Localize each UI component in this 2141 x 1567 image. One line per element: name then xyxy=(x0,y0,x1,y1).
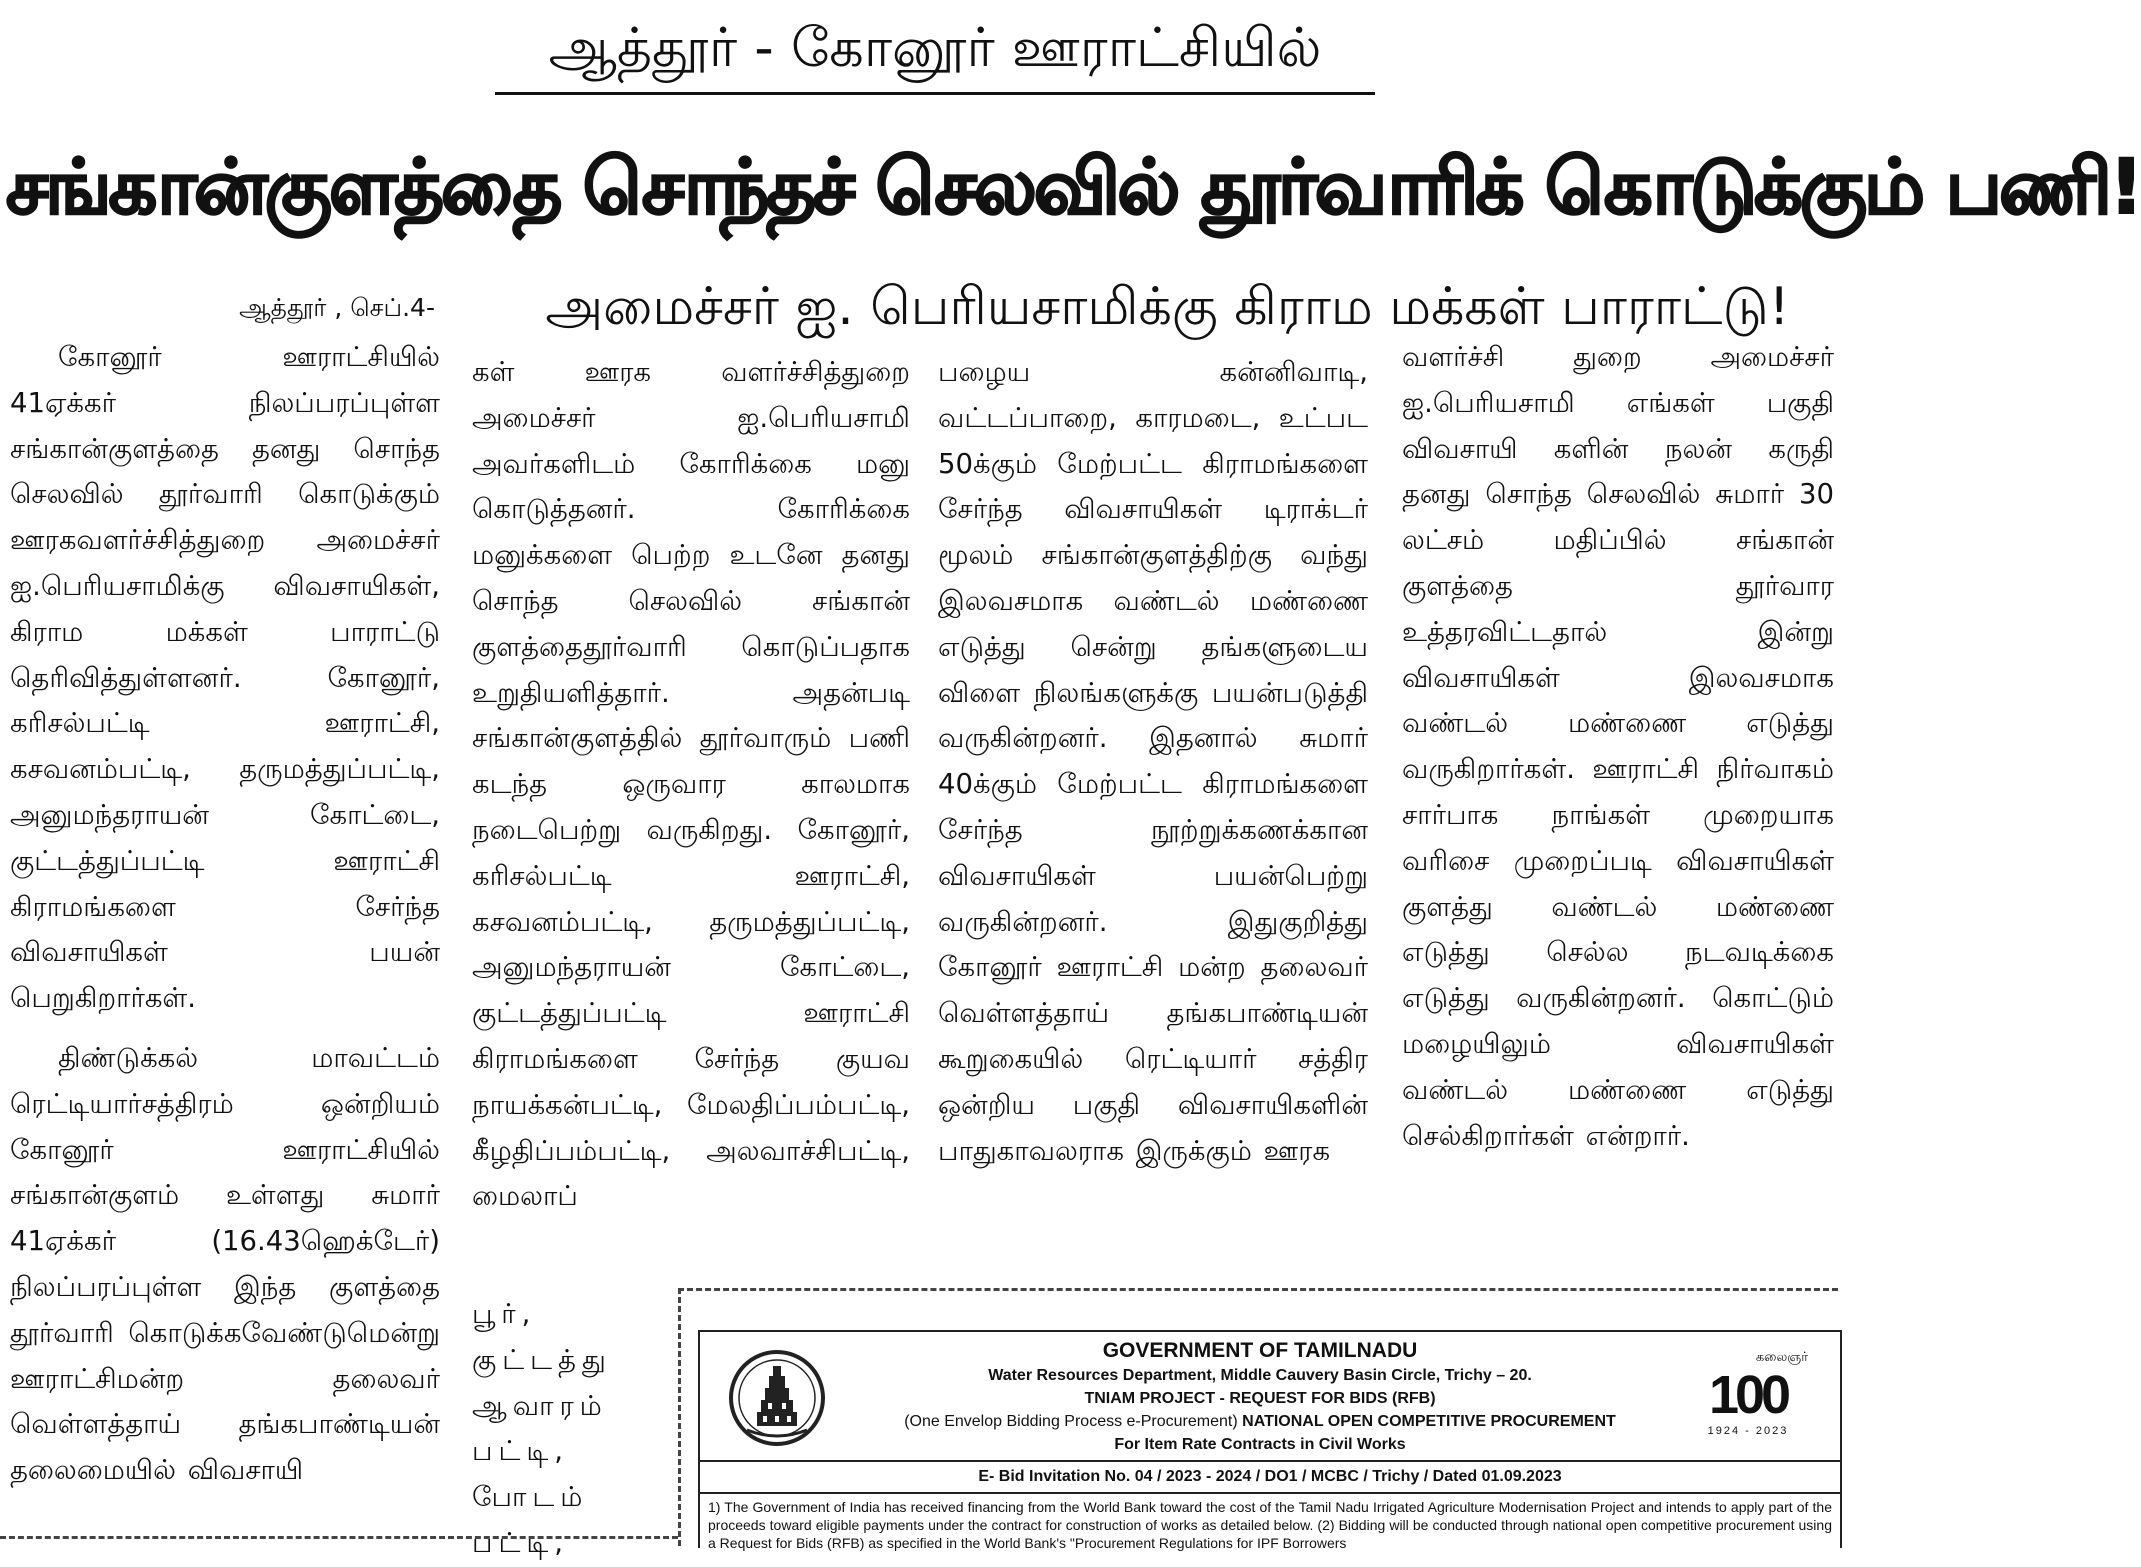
tender-process-line xyxy=(840,1410,1680,1433)
tender-body-text: 1) The Government of India has received financing from the World Bank toward the cost of the Tamil Nadu Irrigated Agriculture Modernisation Project and intends to apply part of the proceeds toward eligible payments under the contract for construction of works as detailed below. (2) Bidding will be conducted through national open competitive procurement using a Request for Bids (RFB) as specified in the World Bank's "Procurement Regulations for IPF Borrowers xyxy=(708,1499,1832,1551)
ad-dashed-border-left xyxy=(678,1288,681,1546)
tender-department: Water Resources Department, Middle Cauvery Basin Circle, Trichy – 20. xyxy=(988,1367,1532,1384)
column-2-tail-paragraph: பூர், குட்டத்து ஆவாரம் பட்டி, போடம் பட்டி, xyxy=(472,1298,612,1559)
tamilnadu-emblem-icon xyxy=(726,1342,828,1458)
tender-title: GOVERNMENT OF TAMILNADU xyxy=(1102,1339,1418,1362)
page-dashed-border-bottom xyxy=(0,1536,678,1539)
article-column-4 xyxy=(1402,335,1834,1300)
article-headline: சங்கான்குளத்தை சொந்தச் செலவில் தூர்வாரிக் கொடுக்கும் பணி! xyxy=(6,142,2141,231)
column-2-paragraph: கள் ஊரக வளர்ச்சித்துறை அமைச்சர் ஐ.பெரியசாமி அவர்களிடம் கோரிக்கை மனு கொடுத்தனர். கோரிக்கை மனுக்களை பெற்ற உடனே தனது சொந்த செலவில் சங்கான் குளத்தைதூர்வாரி கொடுப்பதாக உறுதியளித்தார். அதன்படி சங்கான்குளத்தில் தூர்வாரும் பணி கடந்த ஒருவார காலமாக நடைபெற்று வருகிறது. கோனூர், கரிசல்பட்டி ஊராட்சி, கசவனம்பட்டி, தருமத்துப்பட்டி, அனுமந்தராயன் கோட்டை, குட்டத்துப்பட்டி ஊராட்சி கிராமங்களை சேர்ந்த குயவ நாயக்கன்பட்டி, மேலதிப்பம்பட்டி, கீழதிப்பம்பட்டி, அலவாச்சிபட்டி, மைலாப் xyxy=(472,356,910,1213)
article-kicker: ஆத்தூர் - கோனூர் ஊராட்சியில் xyxy=(548,16,1322,79)
kicker-underline xyxy=(495,92,1375,95)
article-column-2 xyxy=(472,350,910,1290)
tender-heading xyxy=(840,1338,1680,1456)
article-dateline: ஆத்தூர் , செப்.4- xyxy=(239,293,435,322)
kalaignar-100-logo xyxy=(1688,1350,1808,1444)
tender-process: (One Envelop Bidding Process e-Procurement) xyxy=(904,1413,1238,1430)
ad-dashed-border-top xyxy=(678,1288,1838,1291)
article-column-2-tail xyxy=(472,1292,670,1559)
tender-contracts: For Item Rate Contracts in Civil Works xyxy=(1114,1436,1406,1453)
logo-caption: கலைஞர் xyxy=(1755,1350,1808,1365)
article-column-1 xyxy=(10,335,440,1515)
column-1-paragraph-2: திண்டுக்கல் மாவட்டம் ரெட்டியார்சத்திரம் ஒன்றியம் கோனூர் ஊராட்சியில் சங்கான்குளம் உள்ளது சுமார் 41ஏக்கர் (16.43ஹெக்டேர்) நிலப்பரப்புள்ள இந்த குளத்தை தூர்வாரி கொடுக்கவேண்டுமென்று ஊராட்சிமன்ற தலைவர் வெள்ளத்தாய் தங்கபாண்டியன் தலைமையில் விவசாயி xyxy=(10,1041,440,1487)
bid-invitation-number: E- Bid Invitation No. 04 / 2023 - 2024 / DO1 / MCBC / Trichy / Dated 01.09.2023 xyxy=(700,1460,1840,1494)
column-1-paragraph-1: கோனூர் ஊராட்சியில் 41ஏக்கர் நிலப்பரப்புள்ள சங்கான்குளத்தை தனது சொந்த செலவில் தூர்வாரி கொடுக்கும் ஊரகவளர்ச்சித்துறை அமைச்சர் ஐ.பெரியசாமிக்கு விவசாயிகள், கிராம மக்கள் பாராட்டு தெரிவித்துள்ளனர். கோனூர், கரிசல்பட்டி ஊராட்சி, கசவனம்பட்டி, தருமத்துப்பட்டி, அனுமந்தராயன் கோட்டை, குட்டத்துப்பட்டி ஊராட்சி கிராமங்களை சேர்ந்த விவசாயிகள் பயன் பெறுகிறார்கள். xyxy=(10,341,440,1015)
column-4-paragraph: வளர்ச்சி துறை அமைச்சர் ஐ.பெரியசாமி எங்கள் பகுதி விவசாயி களின் நலன் கருதி தனது சொந்த செலவில் சுமார் 30 லட்சம் மதிப்பில் சங்கான் குளத்தை தூர்வார உத்தரவிட்டதால் இன்று விவசாயிகள் இலவசமாக வண்டல் மண்ணை எடுத்து வருகிறார்கள். ஊராட்சி நிர்வாகம் சார்பாக நாங்கள் முறையாக வரிசை முறைப்படி விவசாயிகள் குளத்து வண்டல் மண்ணை எடுத்து செல்ல நடவடிக்கை எடுத்து வருகின்றனர். கொட்டும் மழையிலும் விவசாயிகள் வண்டல் மண்ணை எடுத்து செல்கிறார்கள் என்றார். xyxy=(1402,341,1834,1152)
tender-advertisement xyxy=(698,1330,1842,1551)
tender-procurement: NATIONAL OPEN COMPETITIVE PROCUREMENT xyxy=(1242,1413,1616,1430)
article-subheadline: அமைச்சர் ஐ. பெரியசாமிக்கு கிராம மக்கள் பாராட்டு! xyxy=(545,277,1790,337)
logo-years: 1924 - 2023 xyxy=(1707,1425,1789,1437)
column-3-paragraph: பழைய கன்னிவாடி, வட்டப்பாறை, காரமடை, உட்பட 50க்கும் மேற்பட்ட கிராமங்களை சேர்ந்த விவசாயிகள் டிராக்டர் மூலம் சங்கான்குளத்திற்கு வந்து இலவசமாக வண்டல் மண்ணை எடுத்து சென்று தங்களுடைய விளை நிலங்களுக்கு பயன்படுத்தி வருகின்றனர். இதனால் சுமார் 40க்கும் மேற்பட்ட கிராமங்களை சேர்ந்த நூற்றுக்கணக்கான விவசாயிகள் பயன்பெற்று வருகின்றனர். இதுகுறித்து கோனூர் ஊராட்சி மன்ற தலைவர் வெள்ளத்தாய் தங்கபாண்டியன் கூறுகையில் ரெட்டியார் சத்திர ஒன்றிய பகுதி விவசாயிகளின் பாதுகாவலராக இருக்கும் ஊரக xyxy=(938,356,1368,1167)
tender-project: TNIAM PROJECT - REQUEST FOR BIDS (RFB) xyxy=(1084,1390,1436,1407)
article-column-3 xyxy=(938,350,1368,1300)
logo-number: 100 xyxy=(1708,1365,1788,1425)
